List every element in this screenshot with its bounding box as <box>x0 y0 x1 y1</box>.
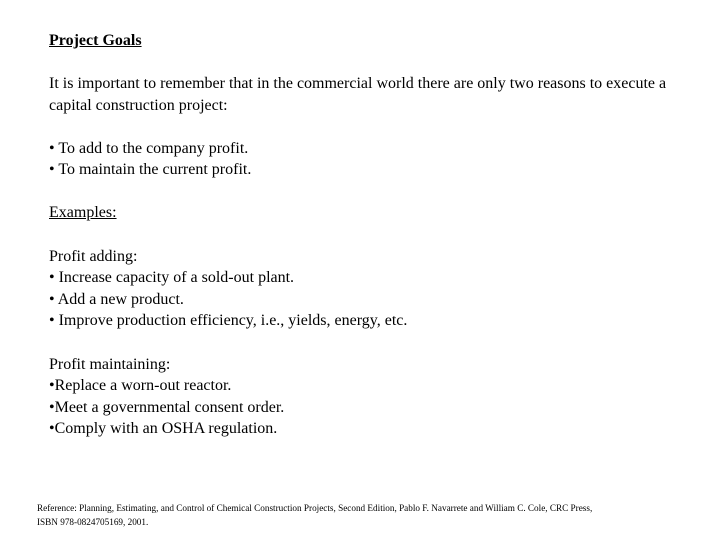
profit-maintaining-label: Profit maintaining: <box>49 355 171 373</box>
spacer <box>49 52 689 74</box>
reference-line: Reference: Planning, Estimating, and Control of Chemical Construction Projects, Second Edition, Pablo F. Navarrete and William C. Cole, CRC Press, <box>37 503 593 513</box>
list-item: • Add a new product. <box>49 290 184 308</box>
list-item: •Comply with an OSHA regulation. <box>49 420 278 437</box>
reason-item: • To maintain the current profit. <box>49 161 252 178</box>
profit-adding-list <box>49 267 689 332</box>
profit-maintaining-list <box>49 375 689 440</box>
spacer <box>49 181 689 203</box>
list-item: • Improve production efficiency, i.e., yields, energy, etc. <box>49 312 408 329</box>
spacer <box>49 332 689 354</box>
reasons-list <box>49 138 689 181</box>
examples-heading: Examples: <box>49 204 117 221</box>
spacer <box>49 116 689 138</box>
spacer <box>49 224 689 246</box>
profit-adding-label: Profit adding: <box>49 247 138 265</box>
reference-line: ISBN 978-0824705169, 2001. <box>37 516 149 527</box>
reason-item: • To add to the company profit. <box>49 139 249 157</box>
page-title: Project Goals <box>49 32 142 49</box>
list-item: •Replace a worn-out reactor. <box>49 377 232 394</box>
reference-note <box>37 502 677 529</box>
list-item: • Increase capacity of a sold-out plant. <box>49 269 295 286</box>
list-item: •Meet a governmental consent order. <box>49 398 285 416</box>
intro-paragraph: It is important to remember that in the commercial world there are only two reasons to execute a capital construction project: <box>49 75 667 114</box>
slide-body <box>49 30 689 440</box>
